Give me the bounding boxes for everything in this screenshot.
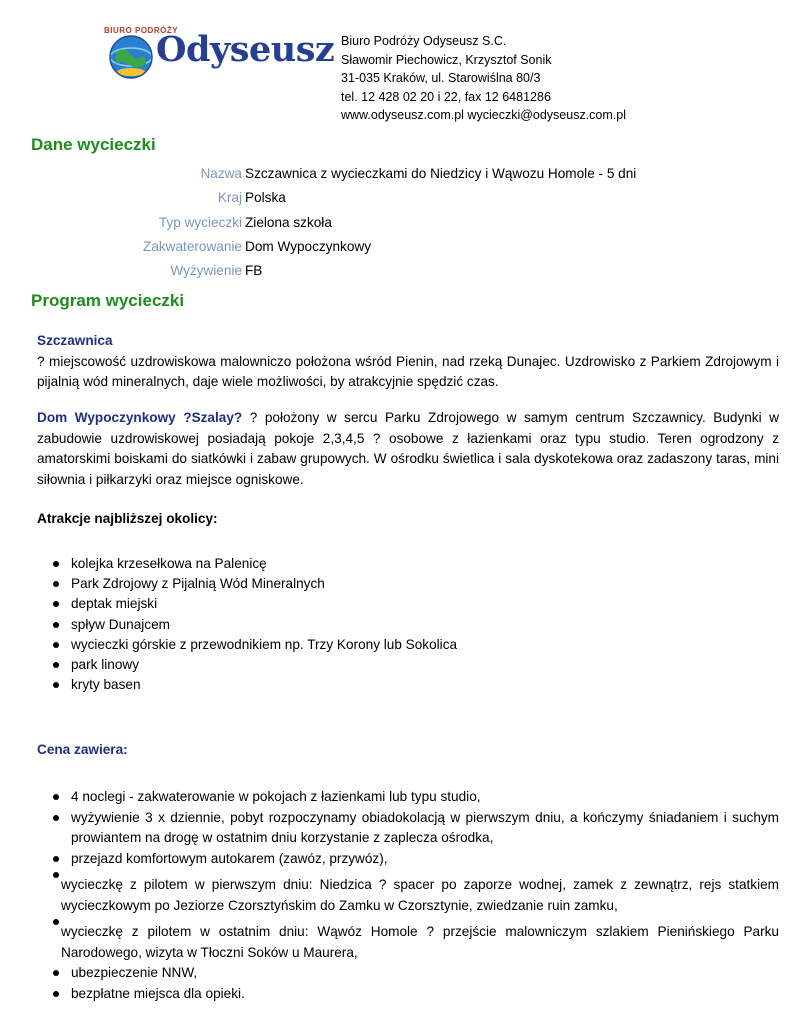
bullet-icon <box>53 919 59 925</box>
list-item-text: 4 noclegi - zakwaterowanie w pokojach z łazienkami lub typu studio, <box>71 789 481 804</box>
globe-icon <box>108 34 154 80</box>
details-title: Dane wycieczki <box>31 135 156 154</box>
details-value: Dom Wypoczynkowy <box>245 238 372 254</box>
list-item-text: wycieczkę z pilotem w pierwszym dniu: Niedzica ? spacer po zaporze wodnej, zamek z zewnątrz, rejs statkiem wycieczkowym po Jeziorze Czorsztyńskim do Zamku w Czorsztynie, zwiedzanie ruin zamku, <box>61 877 779 913</box>
details-row-accommodation <box>0 239 791 263</box>
list-item-text: kryty basen <box>71 677 141 693</box>
company-name: Biuro Podróży Odyseusz S.C. <box>341 34 507 48</box>
list-item <box>37 849 779 870</box>
bullet-icon <box>53 970 59 976</box>
list-item-text: park linowy <box>71 657 139 673</box>
company-address: 31-035 Kraków, ul. Starowiślna 80/3 <box>341 71 541 86</box>
company-phone: tel. 12 428 02 20 i 22, fax 12 6481286 <box>341 89 551 104</box>
list-item <box>37 984 779 1005</box>
details-label: Kraj <box>217 190 242 206</box>
attractions-list <box>37 554 457 695</box>
list-item-text: Park Zdrojowy z Pijalnią Wód Mineralnych <box>71 576 325 592</box>
bullet-icon <box>53 561 59 567</box>
details-value: FB <box>245 263 263 279</box>
attractions-heading: Atrakcje najbliższej okolicy: <box>37 511 218 526</box>
list-item-text: ubezpieczenie NNW, <box>71 965 198 980</box>
details-row-country <box>0 190 791 214</box>
list-item-text: wyżywienie 3 x dziennie, pobyt rozpoczynamy obiadokolacją w pierwszym dniu, a kończymy śniadaniem i suchym prowiantem na drogę w ostatnim dniu korzystanie z zaplecza ośrodka, <box>71 809 779 845</box>
program-title: Program wycieczki <box>31 291 185 310</box>
details-label: Zakwaterowanie <box>143 238 242 254</box>
szczawnica-heading: Szczawnica <box>37 333 113 348</box>
list-item <box>37 787 779 808</box>
bullet-icon <box>53 601 59 607</box>
details-label: Wyżywienie <box>170 263 242 279</box>
company-info <box>341 32 626 125</box>
bullet-icon <box>53 622 59 628</box>
logo-wordmark: Odyseusz <box>156 29 335 70</box>
details-label: Typ wycieczki <box>158 214 242 230</box>
list-item <box>37 594 457 614</box>
details-row-name <box>0 166 791 190</box>
list-item-text: kolejka krzesełkowa na Palenicę <box>71 556 267 571</box>
logo-arc-text: BIURO PODRÓŻY <box>104 26 179 35</box>
szczawnica-text: ? miejscowość uzdrowiskowa malowniczo położona wśród Pienin, nad rzeką Dunajec. Uzdrowisko z Parkiem Zdrojowym i pijalnią wód mineralnych, daje wiele możliwości, by atrakcyjnie spędzić czas. <box>37 353 779 389</box>
list-item-text: wycieczki górskie z przewodnikiem np. Trzy Korony lub Sokolica <box>71 636 458 652</box>
list-item <box>37 554 457 574</box>
dom-heading: Dom Wypoczynkowy ?Szalay? <box>37 410 243 425</box>
list-item <box>37 655 457 675</box>
bullet-icon <box>53 815 59 821</box>
bullet-icon <box>53 662 59 668</box>
details-row-type <box>0 215 791 239</box>
list-item <box>37 916 779 963</box>
list-item <box>37 635 457 655</box>
list-item-text: przejazd komfortowym autokarem (zawóz, przywóz), <box>71 850 388 866</box>
price-list <box>37 787 779 1004</box>
list-item <box>37 615 457 635</box>
bullet-icon <box>53 794 59 800</box>
bullet-icon <box>53 872 59 878</box>
dom-text: ? położony w sercu Parku Zdrojowego w samym centrum Szczawnicy. Budynki w zabudowie uzdrowiskowej posiadają pokoje 2,3,4,5 ? osobowe z łazienkami oraz typu studio. Teren ogrodzony z amatorskimi boiskami do siatkówki i zabaw grupowych. W ośrodku świetlica i sala dyskotekowa oraz zadaszony taras, mini siłownia i piłkarzyki oraz miejsce ogniskowe. <box>37 410 779 487</box>
company-owners: Sławomir Piechowicz, Krzysztof Sonik <box>341 52 552 67</box>
list-item-text: spływ Dunajcem <box>71 616 170 632</box>
company-web-email: www.odyseusz.com.pl wycieczki@odyseusz.com.pl <box>341 108 627 123</box>
company-logo <box>104 26 335 80</box>
details-value: Zielona szkoła <box>245 214 332 230</box>
details-table <box>0 166 791 287</box>
price-heading: Cena zawiera: <box>37 742 128 757</box>
list-item <box>37 675 457 695</box>
bullet-icon <box>53 991 59 997</box>
details-row-board <box>0 263 791 287</box>
list-item-text: wycieczkę z pilotem w ostatnim dniu: Wąwóz Homole ? przejście malowniczym szlakiem Pienińskiego Parku Narodowego, wizyta w Tłoczni Soków u Maurera, <box>61 924 779 960</box>
list-item-text: bezpłatne miejsca dla opieki. <box>71 985 245 1001</box>
list-item <box>37 869 779 916</box>
dom-section <box>37 408 779 490</box>
bullet-icon <box>53 642 59 648</box>
list-item <box>37 963 779 984</box>
list-item <box>37 574 457 594</box>
list-item-text: deptak miejski <box>71 596 158 612</box>
szczawnica-section <box>37 331 779 393</box>
bullet-icon <box>53 856 59 862</box>
bullet-icon <box>53 581 59 587</box>
details-value: Szczawnica z wycieczkami do Niedzicy i Wąwozu Homole - 5 dni <box>245 166 637 181</box>
details-label: Nazwa <box>200 166 242 181</box>
list-item <box>37 808 779 849</box>
details-value: Polska <box>245 190 286 206</box>
bullet-icon <box>53 682 59 688</box>
